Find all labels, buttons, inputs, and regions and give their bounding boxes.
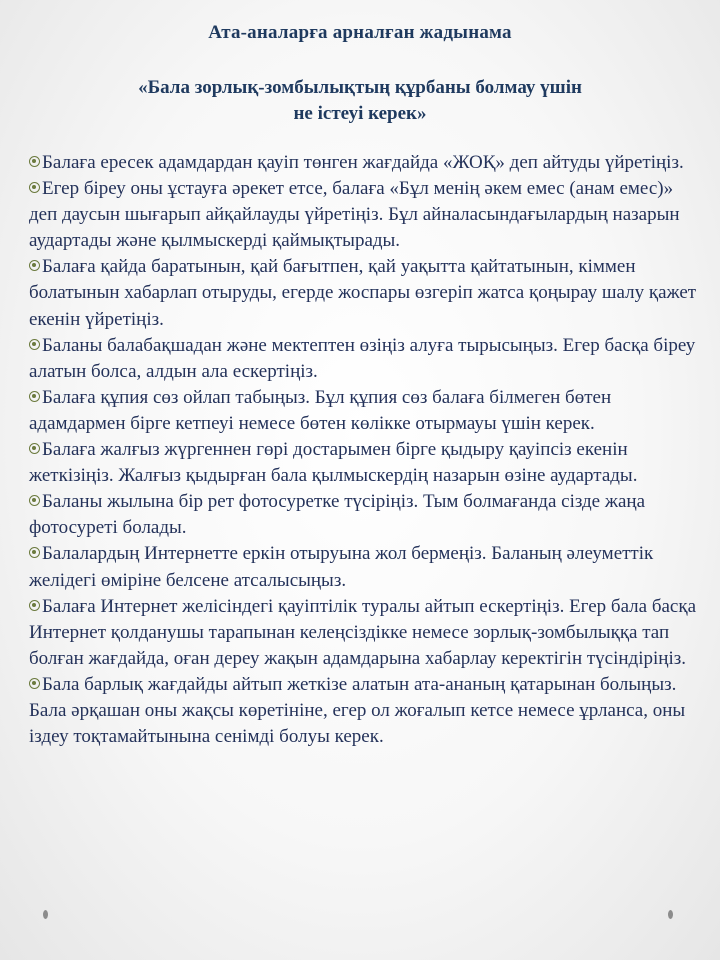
bullet-icon (29, 391, 40, 402)
memo-item-text: Балаға жалғыз жүргеннен гөрі достарымен бірге қыдыру қауіпсіз екенін жеткізіңіз. Жалғыз қыдырған бала қылмыскердің назарын өзіне аудартады. (29, 439, 638, 487)
memo-item (29, 594, 699, 672)
subtitle-line-2: не істеуі керек» (293, 103, 427, 124)
bullet-icon (29, 260, 40, 271)
bullet-icon (29, 156, 40, 167)
bullet-icon (29, 443, 40, 454)
bullet-icon (29, 182, 40, 193)
memo-item (29, 254, 699, 332)
memo-item-text: Баланы жылына бір рет фотосуретке түсіріңіз. Тым болмағанда сізде жаңа фотосуреті болады. (29, 491, 646, 539)
bullet-icon (29, 600, 40, 611)
memo-item (29, 672, 699, 698)
memo-item-final (29, 698, 699, 750)
memo-body (29, 150, 699, 750)
memo-subtitle (40, 75, 680, 127)
memo-item-text: Бала әрқашан оны жақсы көретініне, егер ол жоғалып кетсе немесе ұрланса, оны іздеу тоқтамайтынына сенімді болуы керек. (29, 699, 686, 748)
decorative-dot-right (668, 910, 673, 919)
bullet-icon (29, 339, 40, 350)
memo-item (29, 489, 699, 541)
bullet-icon (29, 678, 40, 689)
memo-item (29, 437, 699, 489)
memo-item-text: Балаға ересек адамдардан қауіп төнген жағдайда «ЖОҚ» деп айтуды үйретіңіз. (42, 152, 684, 173)
decorative-dot-left (43, 910, 48, 919)
memo-item-text: Балалардың Интернетте еркін отыруына жол бермеңіз. Баланың әлеуметтік желідегі өміріне белсене атсалысыңыз. (29, 543, 654, 591)
memo-item (29, 541, 699, 593)
memo-item (29, 385, 699, 437)
memo-item-text: Балаға Интернет желісіндегі қауіптілік туралы айтып ескертіңіз. Егер бала басқа Интернет қолданушы тарапынан келеңсіздікке немесе зорлық-зомбылыққа тап болған жағдайда, оған дереу жақын адамдарына хабарлау керектігін түсіндіріңіз. (29, 595, 697, 669)
subtitle-line-1: «Бала зорлық-зомбылықтың құрбаны болмау үшін (138, 77, 582, 98)
memo-item-text: Бала барлық жағдайды айтып жеткізе алатын ата-ананың қатарынан болыңыз. (42, 673, 677, 695)
memo-item-text: Балаға қайда баратынын, қай бағытпен, қай уақытта қайтатынын, кіммен болатынын хабарлап отыруды, егерде жоспары өзгеріп жатса қоңырау шалу қажет екенін үйретіңіз. (29, 256, 697, 330)
bullet-icon (29, 495, 40, 506)
bullet-icon (29, 547, 40, 558)
memo-item (29, 150, 699, 176)
memo-title: Ата-аналарға арналған жадынама (208, 22, 512, 43)
memo-item (29, 333, 699, 385)
memo-item-text: Егер біреу оны ұстауға әрекет етсе, балаға «Бұл менің әкем емес (анам емес)» деп даусын шығарып айқайлауды үйретіңіз. Бұл айналасындағылардың назарын аудартады және қылмыскерді қаймықтырады. (29, 178, 680, 252)
memo-item-text: Баланы балабақшадан және мектептен өзіңіз алуға тырысыңыз. Егер басқа біреу алатын болса, алдын ала ескертіңіз. (29, 334, 696, 382)
memo-item-text: Балаға құпия сөз ойлап табыңыз. Бұл құпия сөз балаға білмеген бөтен адамдармен бірге кетпеуі немесе бөтен көлікке отырмауы үшін керек. (29, 386, 612, 434)
memo-item (29, 176, 699, 254)
